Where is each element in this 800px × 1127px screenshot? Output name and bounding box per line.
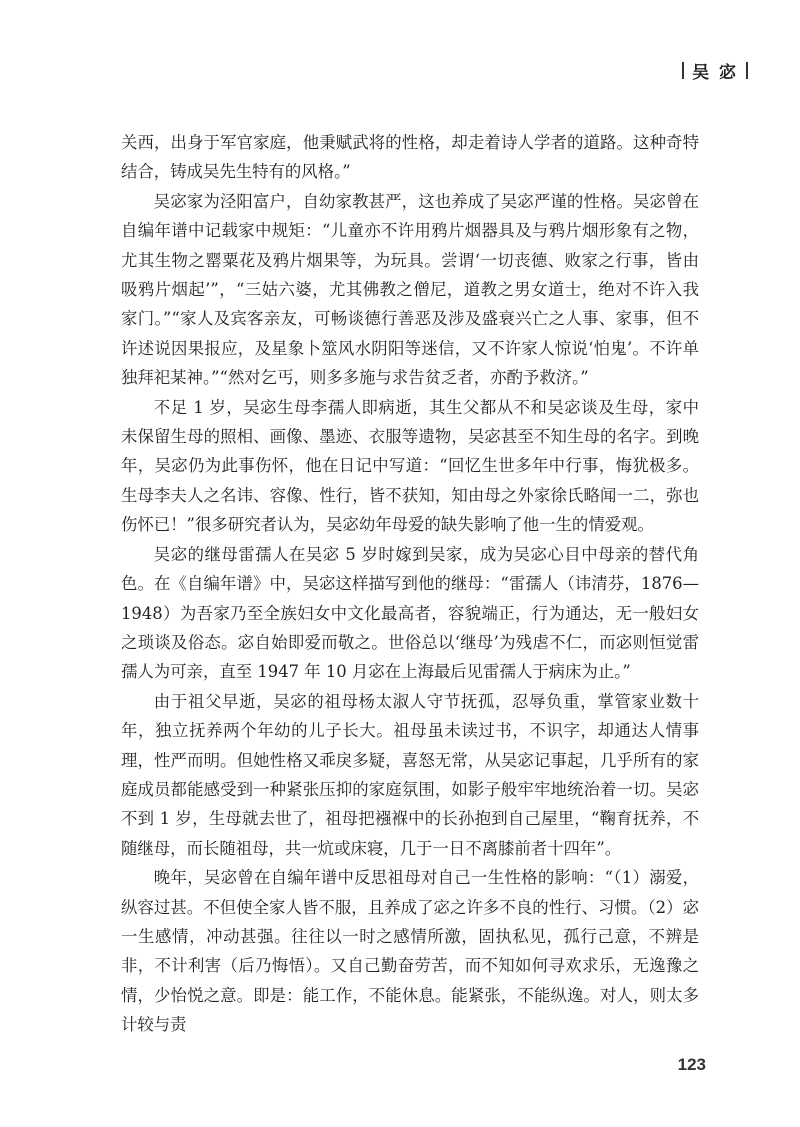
paragraph: 不足 1 岁，吴宓生母李孺人即病逝，其生父都从不和吴宓谈及生母，家中未保留生母的照相、画像、墨迹、衣服等遗物，吴宓甚至不知生母的名字。到晚年，吴宓仍为此事伤怀，他在日记中写道：“回忆生世多年中行事，悔犹极多。生母李夫人之名讳、容像、性行，皆不获知，知由母之外家徐氏略闻一二，弥也伤怀已！”很多研究者认为，吴宓幼年母爱的缺失影响了他一生的情爱观。 xyxy=(121,397,699,535)
header-right-rule xyxy=(746,62,748,79)
header-title: 吴 宓 xyxy=(692,63,738,83)
paragraph: 由于祖父早逝，吴宓的祖母杨太淑人守节抚孤，忍辱负重，掌管家业数十年，独立抚养两个年幼的儿子长大。祖母虽未读过书，不识字，却通达人情事理，性严而明。但她性格又乖戾多疑，喜怒无常，从吴宓记事起，几乎所有的家庭成员都能感受到一种紧张压抑的家庭氛围，如影子般牢牢地统治着一切。吴宓不到 1 岁，生母就去世了，祖母把襁褓中的长孙抱到自己屋里，“鞠育抚养，不随继母，而长随祖母，共一炕或床寝，几于一日不离膝前者十四年”。 xyxy=(121,691,699,858)
paragraph: 吴宓家为泾阳富户，自幼家教甚严，这也养成了吴宓严谨的性格。吴宓曾在自编年谱中记载家中规矩：“儿童亦不许用鸦片烟器具及与鸦片烟形象有之物，尤其生物之罂粟花及鸦片烟果等，为玩具。尝谓‘一切丧德、败家之行事，皆由吸鸦片烟起’”，“三姑六婆，尤其佛教之僧尼，道教之男女道士，绝对不许入我家门。”“家人及宾客亲友，可畅谈德行善恶及涉及盛衰兴亡之人事、家事，但不许述说因果报应，及星象卜筮风水阴阳等迷信，又不许家人惊说‘怕鬼’。不许单独拜祀某神。”“然对乞丐，则多多施与求告贫乏者，亦酌予救济。” xyxy=(121,191,699,388)
paragraph-continued: 关西，出身于军官家庭，他秉赋武将的性格，却走着诗人学者的道路。这种奇特结合，铸成吴先生特有的风格。” xyxy=(121,133,699,182)
body-text xyxy=(121,128,699,1040)
running-header xyxy=(682,58,748,83)
header-left-rule xyxy=(682,62,684,79)
paragraph: 晚年，吴宓曾在自编年谱中反思祖母对自己一生性格的影响：“（1）溺爱，纵容过甚。不但使全家人皆不服，且养成了宓之许多不良的性行、习惯。（2）宓一生感情，冲动甚强。往往以一时之感情所激，固执私见，孤行己意，不辨是非，不计利害（后乃悔悟）。又自己勤奋劳苦，而不知如何寻欢求乐，无逸豫之情，少怡悦之意。即是：能工作，不能休息。能紧张，不能纵逸。对人，则太多计较与责 xyxy=(121,868,699,1035)
page-number: 123 xyxy=(677,1055,706,1074)
paragraph: 吴宓的继母雷孺人在吴宓 5 岁时嫁到吴家，成为吴宓心目中母亲的替代角色。在《自编年谱》中，吴宓这样描写到他的继母：“雷孺人（讳清芬，1876—1948）为吾家乃至全族妇女中文化最高者，容貌端正，行为通达，无一般妇女之琐谈及俗态。宓自始即爱而敬之。世俗总以‘继母’为残虐不仁，而宓则恒觉雷孺人为可亲，直至 1947 年 10 月宓在上海最后见雷孺人于病床为止。” xyxy=(121,544,699,682)
